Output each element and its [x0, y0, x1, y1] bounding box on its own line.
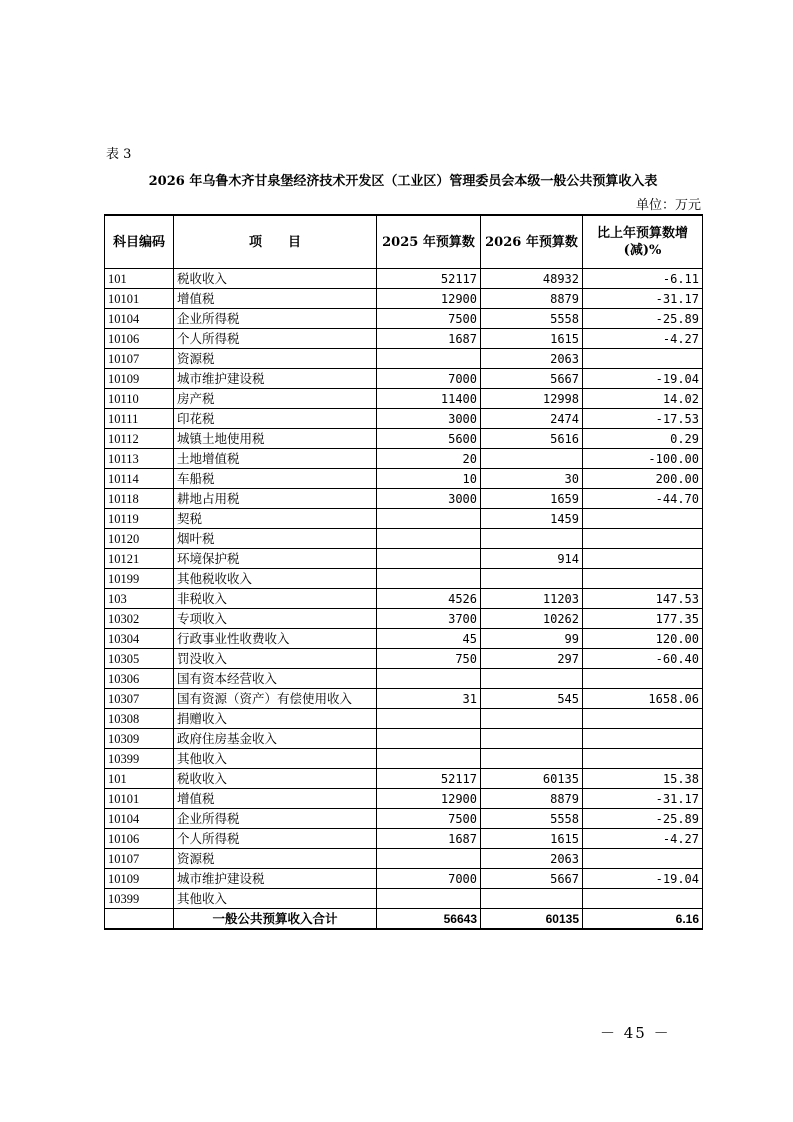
row-budget-2026: 2063 — [481, 349, 583, 369]
row-code: 10119 — [105, 509, 174, 529]
row-budget-2026: 1459 — [481, 509, 583, 529]
row-change-percent — [583, 729, 703, 749]
row-item: 国有资源（资产）有偿使用收入 — [174, 689, 377, 709]
row-item: 罚没收入 — [174, 649, 377, 669]
row-item: 个人所得税 — [174, 329, 377, 349]
table-row — [105, 889, 703, 909]
budget-table — [104, 214, 703, 930]
row-change-percent — [583, 529, 703, 549]
row-budget-2026: 11203 — [481, 589, 583, 609]
row-budget-2026 — [481, 709, 583, 729]
row-budget-2026 — [481, 749, 583, 769]
row-budget-2025 — [377, 849, 481, 869]
row-code: 10104 — [105, 309, 174, 329]
document-title: 2026 年乌鲁木齐甘泉堡经济技术开发区（工业区）管理委员会本级一般公共预算收入表 — [148, 174, 658, 189]
row-budget-2026 — [481, 529, 583, 549]
row-code: 10399 — [105, 749, 174, 769]
table-row — [105, 789, 703, 809]
row-item: 政府住房基金收入 — [174, 729, 377, 749]
table-row — [105, 509, 703, 529]
row-item: 捐赠收入 — [174, 709, 377, 729]
table-row — [105, 389, 703, 409]
row-budget-2025: 1687 — [377, 329, 481, 349]
table-row — [105, 869, 703, 889]
row-code: 10120 — [105, 529, 174, 549]
row-budget-2025: 10 — [377, 469, 481, 489]
row-budget-2025 — [377, 889, 481, 909]
table-body — [105, 269, 703, 930]
table-row — [105, 469, 703, 489]
row-budget-2026 — [481, 569, 583, 589]
row-budget-2026 — [481, 449, 583, 469]
row-change-percent — [583, 889, 703, 909]
row-budget-2025 — [377, 729, 481, 749]
row-item: 专项收入 — [174, 609, 377, 629]
row-budget-2026: 8879 — [481, 789, 583, 809]
table-row — [105, 449, 703, 469]
row-budget-2026: 12998 — [481, 389, 583, 409]
row-budget-2026: 2063 — [481, 849, 583, 869]
table-label: 表 3 — [106, 147, 132, 162]
row-change-percent: -17.53 — [583, 409, 703, 429]
table-row — [105, 569, 703, 589]
row-item: 房产税 — [174, 389, 377, 409]
row-budget-2025: 52117 — [377, 769, 481, 789]
row-budget-2025: 45 — [377, 629, 481, 649]
row-budget-2026 — [481, 669, 583, 689]
row-budget-2026: 60135 — [481, 769, 583, 789]
row-change-percent — [583, 749, 703, 769]
row-budget-2025 — [377, 569, 481, 589]
table-row — [105, 349, 703, 369]
table-row — [105, 829, 703, 849]
table-row — [105, 749, 703, 769]
row-change-percent — [583, 549, 703, 569]
row-change-percent — [583, 709, 703, 729]
row-item: 烟叶税 — [174, 529, 377, 549]
row-item: 非税收入 — [174, 589, 377, 609]
row-budget-2026: 2474 — [481, 409, 583, 429]
table-row — [105, 409, 703, 429]
row-budget-2025: 31 — [377, 689, 481, 709]
row-code: 10399 — [105, 889, 174, 909]
row-code: 10309 — [105, 729, 174, 749]
row-code: 101 — [105, 269, 174, 289]
table-row — [105, 589, 703, 609]
row-item: 增值税 — [174, 789, 377, 809]
row-budget-2025: 52117 — [377, 269, 481, 289]
table-row — [105, 649, 703, 669]
row-budget-2026 — [481, 889, 583, 909]
table-row — [105, 669, 703, 689]
row-change-percent: -31.17 — [583, 789, 703, 809]
total-change-percent: 6.16 — [583, 909, 703, 930]
row-code: 10107 — [105, 849, 174, 869]
row-change-percent: -31.17 — [583, 289, 703, 309]
row-item: 其他税收收入 — [174, 569, 377, 589]
row-item: 土地增值税 — [174, 449, 377, 469]
row-item: 环境保护税 — [174, 549, 377, 569]
row-change-percent: -19.04 — [583, 369, 703, 389]
row-budget-2026 — [481, 729, 583, 749]
row-item: 企业所得税 — [174, 309, 377, 329]
row-item: 其他收入 — [174, 889, 377, 909]
row-change-percent — [583, 569, 703, 589]
row-change-percent: -6.11 — [583, 269, 703, 289]
table-row — [105, 629, 703, 649]
row-change-percent: -4.27 — [583, 329, 703, 349]
table-row — [105, 689, 703, 709]
row-change-percent — [583, 669, 703, 689]
row-budget-2026: 5558 — [481, 309, 583, 329]
table-row — [105, 269, 703, 289]
row-item: 其他收入 — [174, 749, 377, 769]
row-budget-2026: 99 — [481, 629, 583, 649]
row-change-percent: 200.00 — [583, 469, 703, 489]
row-item: 个人所得税 — [174, 829, 377, 849]
row-budget-2025 — [377, 709, 481, 729]
row-change-percent — [583, 509, 703, 529]
row-budget-2026: 1615 — [481, 829, 583, 849]
table-row — [105, 709, 703, 729]
row-change-percent: -44.70 — [583, 489, 703, 509]
row-budget-2025: 3700 — [377, 609, 481, 629]
table-header-row — [105, 215, 703, 269]
row-code: 101 — [105, 769, 174, 789]
row-code: 10109 — [105, 369, 174, 389]
row-code: 10306 — [105, 669, 174, 689]
row-budget-2025: 4526 — [377, 589, 481, 609]
table-row — [105, 369, 703, 389]
row-code: 10112 — [105, 429, 174, 449]
row-item: 国有资本经营收入 — [174, 669, 377, 689]
row-code: 10101 — [105, 789, 174, 809]
row-budget-2025: 12900 — [377, 789, 481, 809]
row-item: 资源税 — [174, 349, 377, 369]
table-row — [105, 309, 703, 329]
row-item: 耕地占用税 — [174, 489, 377, 509]
row-code: 10302 — [105, 609, 174, 629]
row-code: 10199 — [105, 569, 174, 589]
row-budget-2026: 30 — [481, 469, 583, 489]
table-row — [105, 429, 703, 449]
table-row — [105, 529, 703, 549]
table-row — [105, 609, 703, 629]
row-budget-2025: 3000 — [377, 409, 481, 429]
total-label: 一般公共预算收入合计 — [174, 909, 377, 930]
total-code — [105, 909, 174, 930]
table-row — [105, 769, 703, 789]
row-budget-2025: 20 — [377, 449, 481, 469]
row-code: 10104 — [105, 809, 174, 829]
row-change-percent: 120.00 — [583, 629, 703, 649]
row-change-percent — [583, 349, 703, 369]
row-code: 10304 — [105, 629, 174, 649]
row-code: 10114 — [105, 469, 174, 489]
row-budget-2026: 5558 — [481, 809, 583, 829]
row-budget-2025: 12900 — [377, 289, 481, 309]
row-code: 10307 — [105, 689, 174, 709]
row-item: 行政事业性收费收入 — [174, 629, 377, 649]
row-code: 10118 — [105, 489, 174, 509]
row-change-percent: -25.89 — [583, 809, 703, 829]
row-item: 增值税 — [174, 289, 377, 309]
row-item: 城镇土地使用税 — [174, 429, 377, 449]
row-budget-2026: 297 — [481, 649, 583, 669]
row-item: 印花税 — [174, 409, 377, 429]
row-code: 103 — [105, 589, 174, 609]
row-budget-2025: 750 — [377, 649, 481, 669]
row-code: 10110 — [105, 389, 174, 409]
row-budget-2026: 48932 — [481, 269, 583, 289]
row-budget-2025 — [377, 669, 481, 689]
table-row — [105, 289, 703, 309]
row-budget-2025 — [377, 549, 481, 569]
row-budget-2026: 1615 — [481, 329, 583, 349]
row-budget-2025 — [377, 749, 481, 769]
header-code: 科目编码 — [105, 215, 174, 269]
total-budget-2026: 60135 — [481, 909, 583, 930]
row-budget-2025 — [377, 529, 481, 549]
row-change-percent: 147.53 — [583, 589, 703, 609]
row-budget-2026: 914 — [481, 549, 583, 569]
row-change-percent: -4.27 — [583, 829, 703, 849]
row-budget-2026: 5667 — [481, 369, 583, 389]
row-code: 10111 — [105, 409, 174, 429]
table-row — [105, 489, 703, 509]
row-budget-2026: 5616 — [481, 429, 583, 449]
row-code: 10101 — [105, 289, 174, 309]
unit-label: 单位：万元 — [635, 198, 701, 213]
row-budget-2025: 1687 — [377, 829, 481, 849]
row-item: 契税 — [174, 509, 377, 529]
header-budget-2025: 2025 年预算数 — [377, 215, 481, 269]
row-change-percent: -60.40 — [583, 649, 703, 669]
row-code: 10109 — [105, 869, 174, 889]
total-row — [105, 909, 703, 930]
row-item: 城市维护建设税 — [174, 369, 377, 389]
table-row — [105, 849, 703, 869]
row-code: 10121 — [105, 549, 174, 569]
row-budget-2026: 5667 — [481, 869, 583, 889]
row-budget-2025 — [377, 509, 481, 529]
table-row — [105, 729, 703, 749]
row-code: 10305 — [105, 649, 174, 669]
header-change-percent: 比上年预算数增(减)% — [583, 215, 703, 269]
row-budget-2026: 545 — [481, 689, 583, 709]
row-change-percent: 1658.06 — [583, 689, 703, 709]
row-change-percent: 15.38 — [583, 769, 703, 789]
page-number: － 45 － — [600, 1024, 671, 1042]
row-budget-2026: 10262 — [481, 609, 583, 629]
table-row — [105, 809, 703, 829]
row-item: 税收收入 — [174, 269, 377, 289]
row-budget-2026: 1659 — [481, 489, 583, 509]
row-change-percent: 0.29 — [583, 429, 703, 449]
row-budget-2025: 3000 — [377, 489, 481, 509]
row-code: 10113 — [105, 449, 174, 469]
row-item: 税收收入 — [174, 769, 377, 789]
row-budget-2025: 5600 — [377, 429, 481, 449]
table-row — [105, 329, 703, 349]
row-budget-2025: 7000 — [377, 369, 481, 389]
row-budget-2025: 7500 — [377, 809, 481, 829]
row-item: 车船税 — [174, 469, 377, 489]
row-change-percent: -25.89 — [583, 309, 703, 329]
row-change-percent: 177.35 — [583, 609, 703, 629]
row-code: 10106 — [105, 329, 174, 349]
row-code: 10106 — [105, 829, 174, 849]
row-code: 10308 — [105, 709, 174, 729]
header-item: 项 目 — [174, 215, 377, 269]
row-item: 资源税 — [174, 849, 377, 869]
row-budget-2025: 11400 — [377, 389, 481, 409]
row-change-percent: -19.04 — [583, 869, 703, 889]
row-change-percent — [583, 849, 703, 869]
table-row — [105, 549, 703, 569]
total-budget-2025: 56643 — [377, 909, 481, 930]
row-budget-2025 — [377, 349, 481, 369]
row-budget-2026: 8879 — [481, 289, 583, 309]
row-budget-2025: 7500 — [377, 309, 481, 329]
row-budget-2025: 7000 — [377, 869, 481, 889]
row-item: 城市维护建设税 — [174, 869, 377, 889]
row-change-percent: -100.00 — [583, 449, 703, 469]
header-budget-2026: 2026 年预算数 — [481, 215, 583, 269]
row-code: 10107 — [105, 349, 174, 369]
row-item: 企业所得税 — [174, 809, 377, 829]
row-change-percent: 14.02 — [583, 389, 703, 409]
